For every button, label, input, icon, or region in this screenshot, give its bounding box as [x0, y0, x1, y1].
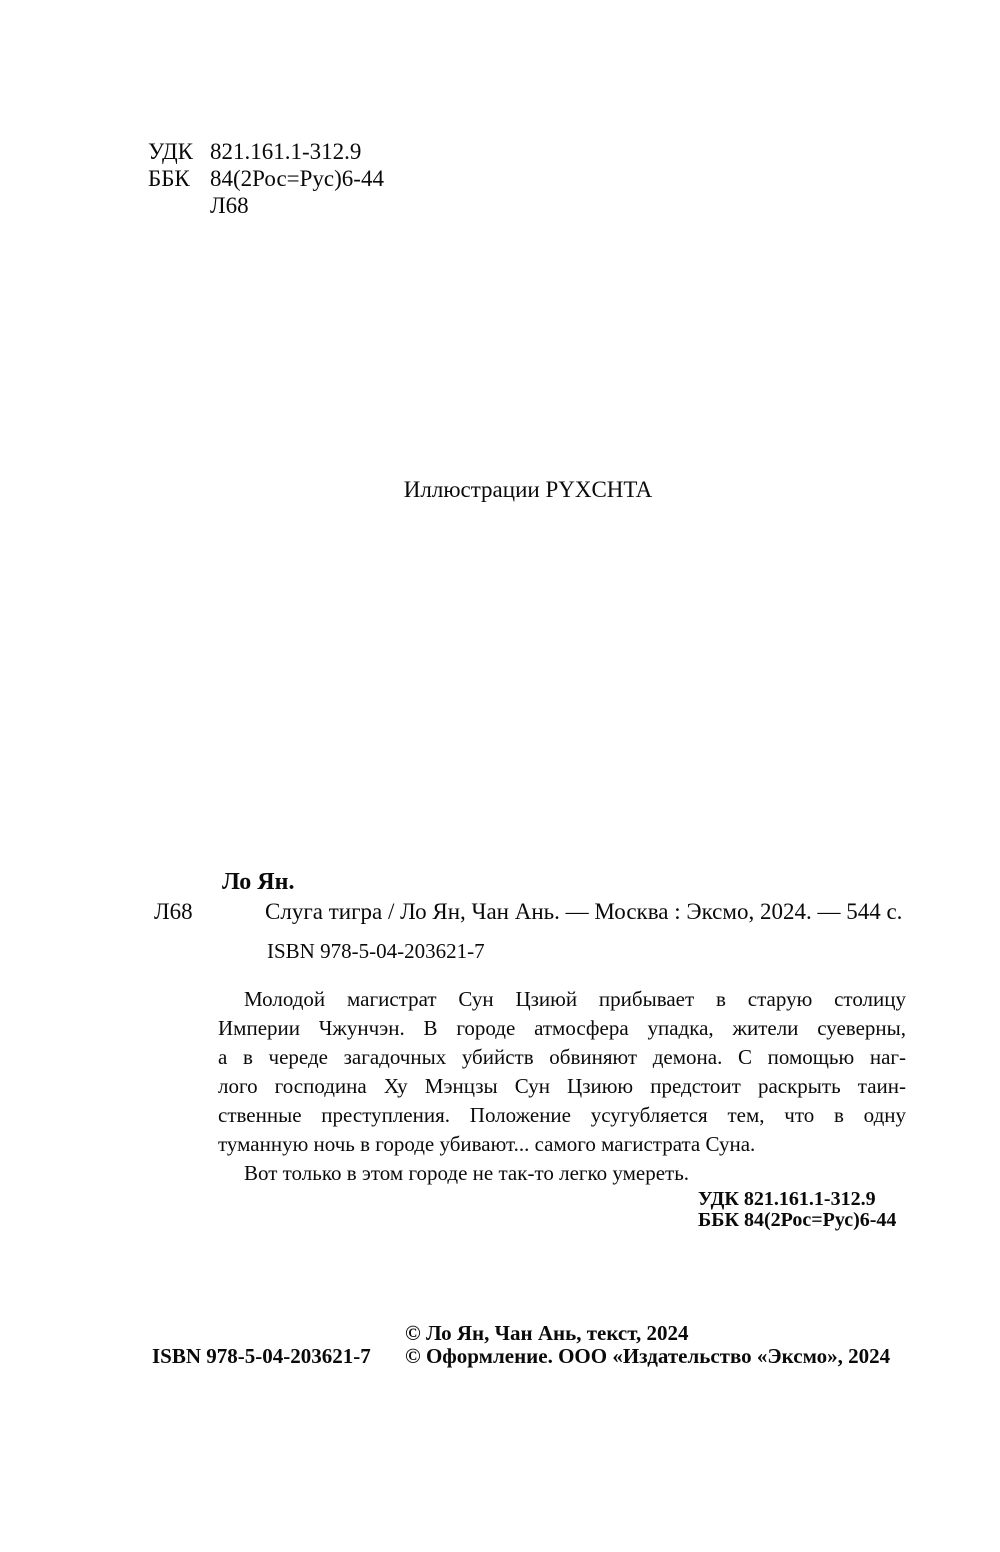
- classification-block: [148, 138, 384, 219]
- annotation-line: туманную ночь в городе убивают... самого магистрата Суна.: [218, 1132, 756, 1156]
- annotation-line: а в череде загадочных убийств обвиняют демона. С помощью наг-: [218, 1045, 906, 1069]
- author-sign-spacer: [148, 192, 210, 219]
- udk-label: УДК: [148, 139, 193, 164]
- bib-author-name: Ло Ян.: [222, 869, 295, 895]
- copyright-isbn: ISBN 978-5-04-203621-7: [152, 1344, 371, 1368]
- annotation-line: Империи Чжунчэн. В городе атмосфера упадка, жители суеверны,: [218, 1016, 906, 1040]
- copyright-text-line: © Ло Ян, Чан Ань, текст, 2024: [405, 1321, 689, 1345]
- annotation-line: Вот только в этом городе не так-то легко умереть.: [244, 1161, 690, 1185]
- annotation-line: Молодой магистрат Сун Цзиюй прибывает в старую столицу: [244, 987, 906, 1011]
- bib-description: Слуга тигра / Ло Ян, Чан Ань. — Москва : Эксмо, 2024. — 544 с.: [265, 899, 903, 924]
- bbk-row: [148, 165, 384, 192]
- udk-row: [148, 138, 384, 165]
- annotation-line: ственные преступления. Положение усугубляется тем, что в одну: [218, 1103, 906, 1127]
- classification-footer: [698, 1189, 896, 1231]
- footer-bbk: ББК 84(2Рос=Рус)6-44: [698, 1209, 897, 1231]
- bib-author-sign: Л68: [154, 899, 193, 924]
- udk-value: 821.161.1-312.9: [210, 139, 362, 164]
- author-sign-row: [148, 192, 384, 219]
- bbk-label: ББК: [148, 166, 190, 191]
- bbk-value: 84(2Рос=Рус)6-44: [210, 166, 384, 191]
- bib-isbn: ISBN 978-5-04-203621-7: [267, 939, 485, 963]
- annotation-paragraph: [218, 985, 906, 1188]
- annotation-line: лого господина Ху Мэнцзы Сун Цзиюю предстоит раскрыть таин-: [218, 1074, 906, 1098]
- illustrations-credit: Иллюстрации PYXCHTA: [403, 477, 653, 502]
- copyright-design-line: © Оформление. ООО «Издательство «Эксмо», 2024: [405, 1344, 891, 1368]
- footer-udk: УДК 821.161.1-312.9: [698, 1188, 876, 1210]
- author-sign: Л68: [210, 193, 249, 218]
